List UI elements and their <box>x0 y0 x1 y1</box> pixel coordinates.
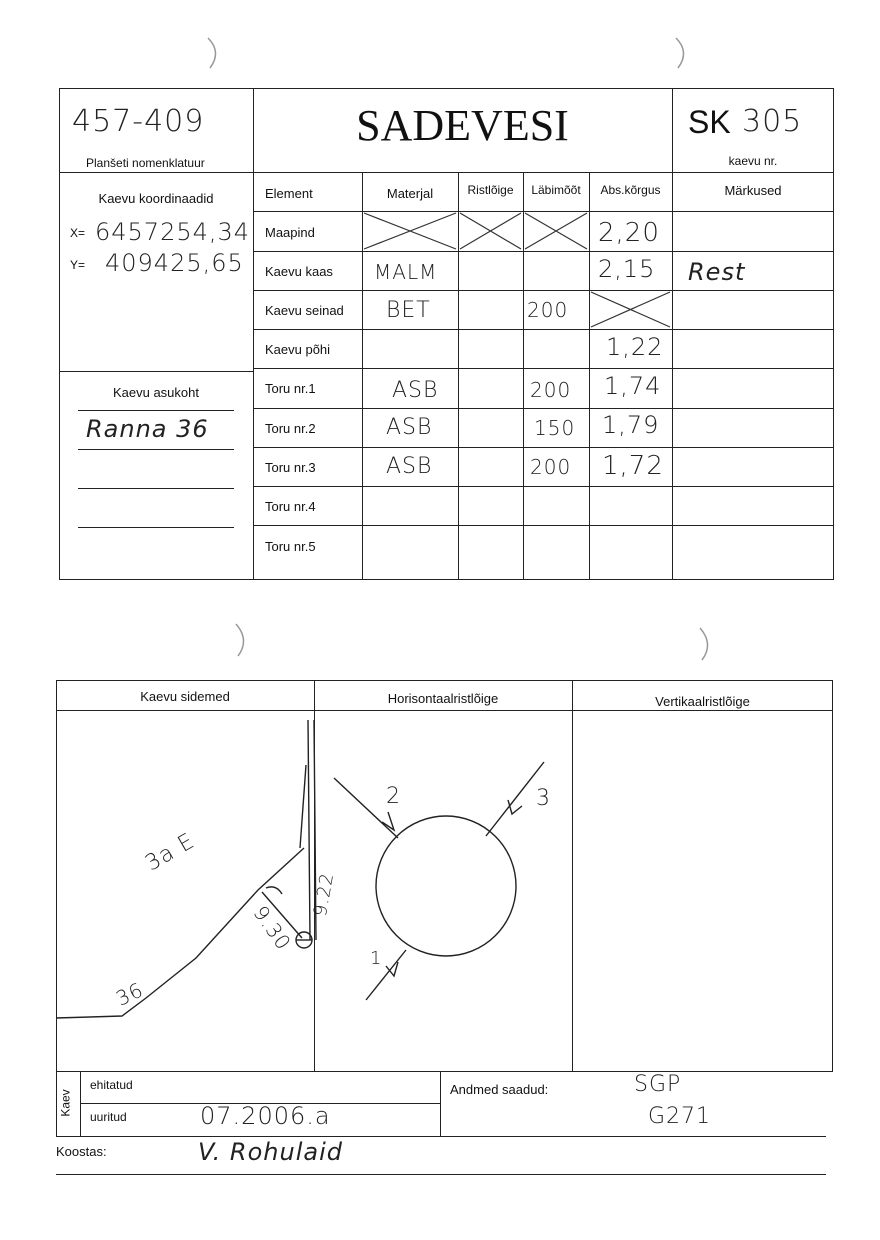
built-label: ehitatud <box>90 1078 133 1092</box>
row-material: ASB <box>386 415 433 440</box>
pipe-label-2: 2 <box>386 784 401 809</box>
divider <box>56 1136 826 1137</box>
pipe-label-3: 3 <box>536 786 551 811</box>
data-source-label: Andmed saadud: <box>450 1082 549 1097</box>
row-height: 1,72 <box>602 451 664 481</box>
col-header-cross: Ristlõige <box>467 183 514 197</box>
row-material: ASB <box>392 378 439 403</box>
row-height: 1,22 <box>606 333 664 361</box>
col-title-vertical: Vertikaalristlõige <box>655 694 750 709</box>
x-prefix: X= <box>70 226 86 240</box>
sketch-building-label: 3a E <box>141 828 200 877</box>
col-header-diameter: Läbimõõt <box>531 183 581 197</box>
sketch-distance-1: 9.30 <box>248 901 297 955</box>
well-label: kaevu nr. <box>728 154 778 168</box>
sketch-distance-2: 9.22 <box>309 870 339 919</box>
col-header-notes: Märkused <box>724 183 782 198</box>
updated-label: uuritud <box>90 1110 127 1124</box>
col-title-links: Kaevu sidemed <box>140 689 230 704</box>
location-value: Ranna 36 <box>86 415 209 443</box>
author-value: V. Rohulaid <box>198 1138 343 1166</box>
location-label: Kaevu asukoht <box>112 385 199 400</box>
coords-label: Kaevu koordinaadid <box>98 191 214 206</box>
col-header-element: Element <box>265 186 313 201</box>
data-source-value-2: G271 <box>648 1104 712 1129</box>
row-material: MALM <box>374 260 438 284</box>
sheet-code: 457-409 <box>72 104 205 139</box>
row-material: BET <box>386 298 431 323</box>
sheet-label: Planšeti nomenklatuur <box>86 156 205 170</box>
divider <box>56 1174 826 1175</box>
divider <box>80 1072 81 1136</box>
row-element: Toru nr.5 <box>265 539 316 554</box>
row-element: Maapind <box>265 225 315 240</box>
row-element: Toru nr.1 <box>265 381 316 396</box>
divider <box>440 1072 441 1136</box>
page-title: SADEVESI <box>356 101 569 150</box>
row-height: 1,74 <box>604 372 662 400</box>
row-diameter: 200 <box>530 455 572 479</box>
row-element: Kaevu põhi <box>265 342 331 357</box>
well-number: 305 <box>742 104 803 139</box>
well-number-prefix: SK <box>688 104 731 140</box>
x-value: 6457254,34 <box>95 218 251 246</box>
y-prefix: Y= <box>70 258 86 272</box>
author-label: Koostas: <box>56 1144 107 1159</box>
row-notes: Rest <box>688 258 746 286</box>
data-source-value-1: SGP <box>634 1072 682 1097</box>
sketch-address: 36 <box>112 977 148 1011</box>
kaev-label: Kaev <box>58 1089 73 1117</box>
row-height: 1,79 <box>602 411 660 439</box>
row-element: Toru nr.3 <box>265 460 316 475</box>
row-element: Toru nr.4 <box>265 499 316 514</box>
row-height: 2,20 <box>598 218 660 248</box>
pipe-label-1: 1 <box>370 948 383 969</box>
updated-value: 07.2006.a <box>200 1102 331 1130</box>
row-element: Toru nr.2 <box>265 421 316 436</box>
divider <box>56 1072 57 1136</box>
row-diameter: 150 <box>534 416 576 440</box>
row-height: 2,15 <box>598 255 656 283</box>
col-header-height: Abs.kõrgus <box>600 183 661 197</box>
row-material: ASB <box>386 454 433 479</box>
row-diameter: 200 <box>530 378 572 402</box>
row-element: Kaevu seinad <box>265 303 344 318</box>
col-title-horizontal: Horisontaalristlõige <box>387 691 499 706</box>
row-element: Kaevu kaas <box>265 264 333 279</box>
y-value: 409425,65 <box>105 249 244 277</box>
row-diameter: 200 <box>527 298 569 322</box>
col-header-material: Materjal <box>386 186 434 201</box>
